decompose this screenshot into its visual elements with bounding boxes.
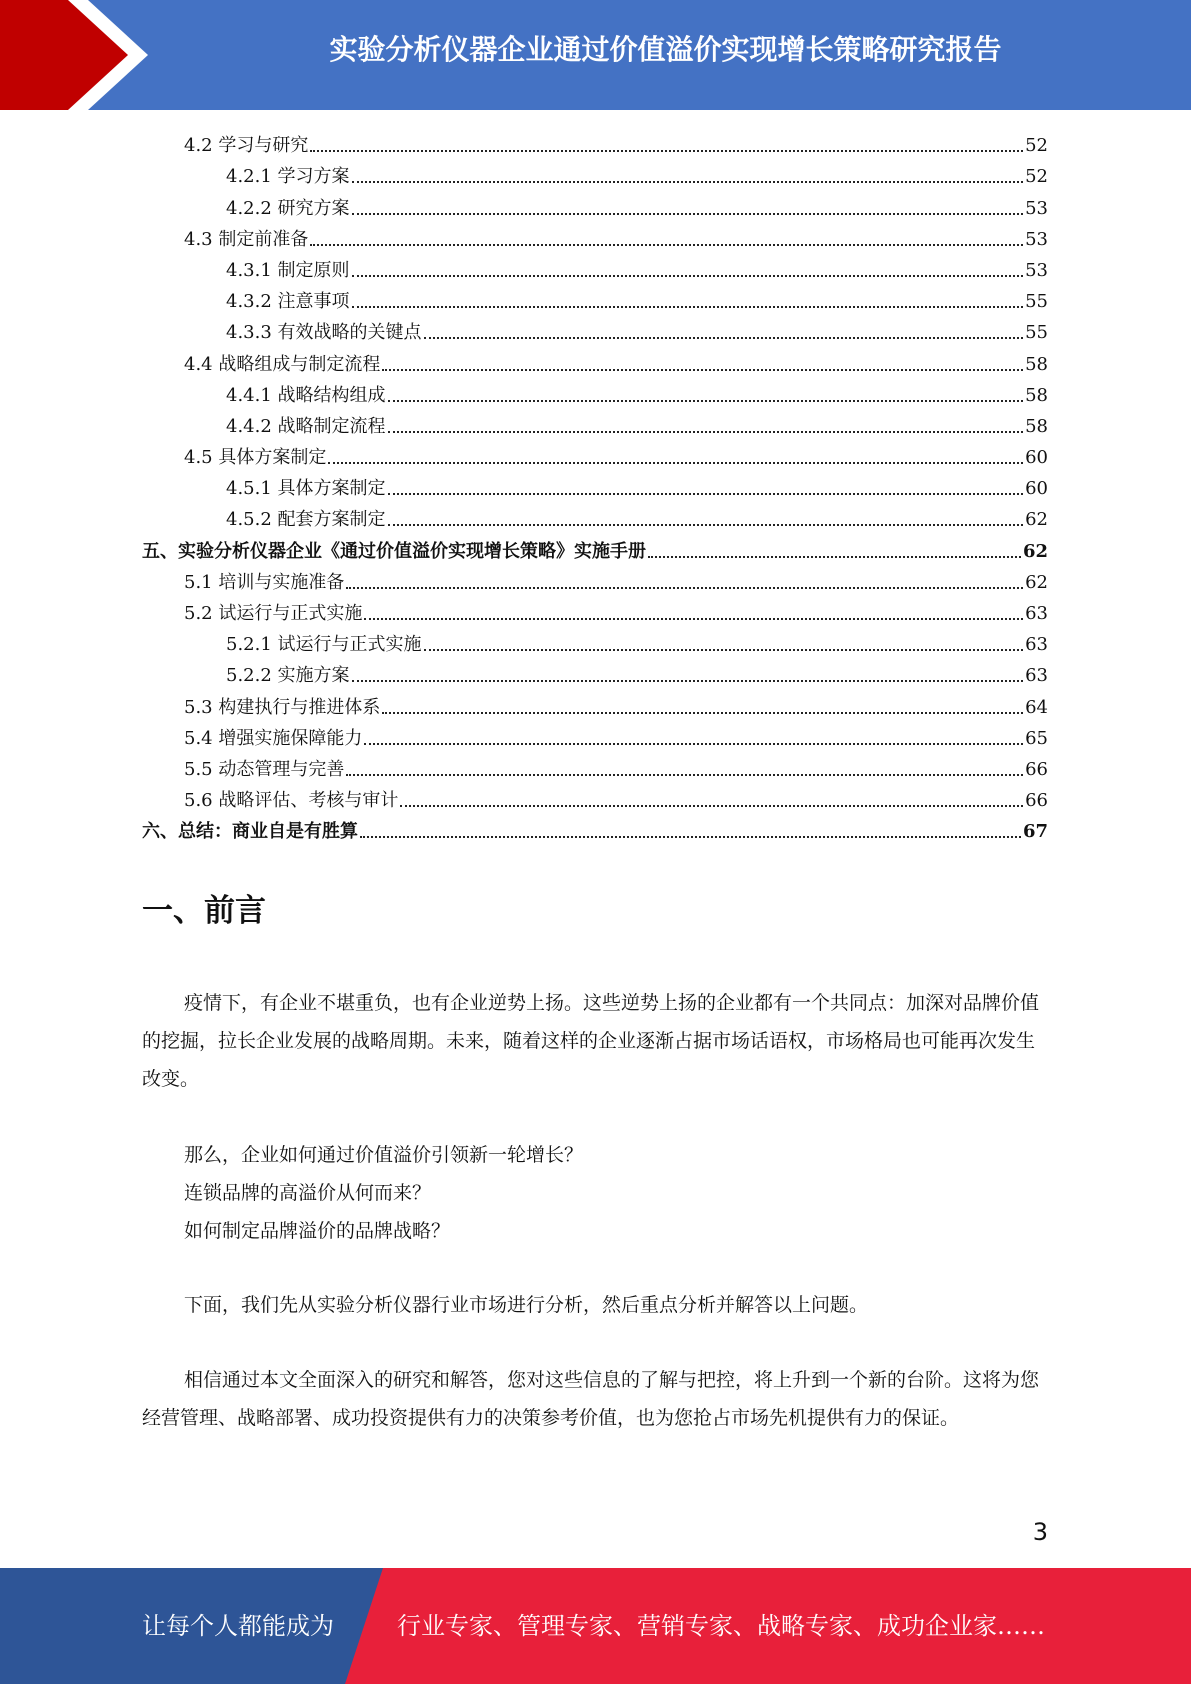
toc-entry-label: 5.4 增强实施保障能力 [184, 727, 363, 749]
toc-entry-label: 4.2.1 学习方案 [226, 166, 350, 188]
toc-dot-leader [648, 556, 1021, 558]
toc-entry-label: 六、总结：商业自是有胜算 [142, 821, 358, 843]
toc-entry-label: 5.5 动态管理与完善 [184, 758, 345, 780]
toc-entry-label: 4.2.2 研究方案 [226, 197, 350, 219]
toc-entry-page: 53 [1025, 259, 1048, 281]
toc-entry[interactable] [142, 751, 1048, 782]
toc-dot-leader [352, 213, 1024, 215]
toc-dot-leader [310, 244, 1023, 246]
toc-entry-page: 66 [1025, 758, 1048, 780]
toc-entry-page: 55 [1025, 291, 1048, 313]
toc-dot-leader [310, 150, 1023, 152]
toc-dot-leader [400, 805, 1023, 807]
footer-roles: 行业专家、管理专家、营销专家、战略专家、成功企业家…… [397, 1612, 1045, 1640]
toc-dot-leader [346, 774, 1023, 776]
toc-entry-page: 63 [1025, 665, 1048, 687]
toc-entry-page: 58 [1025, 384, 1048, 406]
page-header [0, 0, 1191, 110]
toc-dot-leader [382, 712, 1023, 714]
toc-entry[interactable] [142, 501, 1048, 532]
toc-entry[interactable] [142, 813, 1048, 844]
toc-entry-label: 4.3.3 有效战略的关键点 [226, 322, 422, 344]
toc-entry[interactable] [142, 252, 1048, 283]
section-heading: 一、前言 [142, 893, 266, 929]
toc-entry-page: 62 [1022, 540, 1048, 562]
toc-dot-leader [360, 836, 1021, 838]
toc-dot-leader [328, 462, 1023, 464]
toc-entry-label: 4.4.2 战略制定流程 [226, 415, 386, 437]
toc-entry-label: 5.2.1 试运行与正式实施 [226, 634, 422, 656]
toc-dot-leader [388, 493, 1024, 495]
conclusion-paragraph: 相信通过本文全面深入的研究和解答，您对这些信息的了解与把控，将上升到一个新的台阶。这将为您经营管理、战略部署、成功投资提供有力的决策参考价值，也为您抢占市场先机提供有力的保证。 [142, 1369, 1040, 1429]
toc-entry[interactable] [142, 377, 1048, 408]
toc-entry[interactable] [142, 283, 1048, 314]
toc-entry-label: 4.3 制定前准备 [184, 228, 309, 250]
toc-dot-leader [424, 337, 1024, 339]
question-item: 连锁品牌的高溢价从何而来？ [184, 1182, 432, 1204]
toc-entry[interactable] [142, 189, 1048, 220]
toc-entry-page: 62 [1025, 509, 1048, 531]
toc-entry-label: 4.5 具体方案制定 [184, 447, 327, 469]
toc-dot-leader [382, 369, 1023, 371]
toc-dot-leader [346, 587, 1023, 589]
toc-entry-label: 5.1 培训与实施准备 [184, 571, 345, 593]
toc-dot-leader [364, 743, 1023, 745]
toc-entry[interactable] [142, 532, 1048, 563]
toc-entry-label: 5.2.2 实施方案 [226, 665, 350, 687]
toc-entry[interactable] [142, 626, 1048, 657]
toc-entry[interactable] [142, 657, 1048, 688]
toc-entry[interactable] [142, 221, 1048, 252]
toc-entry-label: 4.4 战略组成与制定流程 [184, 353, 381, 375]
toc-entry-page: 63 [1025, 634, 1048, 656]
toc-entry-page: 53 [1025, 228, 1048, 250]
toc-entry-label: 4.2 学习与研究 [184, 135, 309, 157]
toc-entry-label: 五、实验分析仪器企业《通过价值溢价实现增长策略》实施手册 [142, 540, 646, 562]
toc-entry[interactable] [142, 408, 1048, 439]
toc-entry-label: 4.5.1 具体方案制定 [226, 478, 386, 500]
toc-entry-page: 60 [1025, 447, 1048, 469]
toc-entry-page: 60 [1025, 478, 1048, 500]
toc-entry-page: 65 [1025, 727, 1048, 749]
toc-entry-page: 52 [1025, 135, 1048, 157]
document-title: 实验分析仪器企业通过价值溢价实现增长策略研究报告 [329, 33, 1002, 66]
toc-dot-leader [352, 306, 1024, 308]
toc-entry[interactable] [142, 470, 1048, 501]
toc-entry-label: 4.3.2 注意事项 [226, 291, 350, 313]
toc-entry[interactable] [142, 127, 1048, 158]
toc-entry[interactable] [142, 314, 1048, 345]
toc-entry-page: 66 [1025, 790, 1048, 812]
header-arrow-decoration [0, 0, 160, 110]
page-footer [0, 1568, 1191, 1684]
toc-entry-page: 67 [1022, 821, 1048, 843]
toc-entry-label: 5.6 战略评估、考核与审计 [184, 790, 399, 812]
toc-entry-page: 64 [1025, 696, 1048, 718]
toc-entry[interactable] [142, 688, 1048, 719]
toc-dot-leader [388, 524, 1024, 526]
toc-entry-page: 53 [1025, 197, 1048, 219]
page-number: 3 [1032, 1518, 1048, 1546]
intro-paragraph: 疫情下，有企业不堪重负，也有企业逆势上扬。这些逆势上扬的企业都有一个共同点：加深对品牌价值的挖掘，拉长企业发展的战略周期。未来，随着这样的企业逐渐占据市场话语权，市场格局也可能再次发生改变。 [142, 992, 1040, 1090]
toc-entry-page: 58 [1025, 415, 1048, 437]
toc-dot-leader [352, 181, 1024, 183]
toc-entry[interactable] [142, 564, 1048, 595]
toc-entry-page: 52 [1025, 166, 1048, 188]
question-item: 如何制定品牌溢价的品牌战略？ [184, 1220, 451, 1242]
toc-entry[interactable] [142, 158, 1048, 189]
question-item: 那么，企业如何通过价值溢价引领新一轮增长？ [184, 1144, 584, 1166]
footer-slogan: 让每个人都能成为 [142, 1612, 334, 1640]
toc-dot-leader [388, 400, 1024, 402]
toc-entry-page: 58 [1025, 353, 1048, 375]
toc-entry-label: 5.3 构建执行与推进体系 [184, 696, 381, 718]
toc-dot-leader [352, 680, 1024, 682]
toc-entry[interactable] [142, 595, 1048, 626]
toc-entry[interactable] [142, 782, 1048, 813]
toc-entry-page: 55 [1025, 322, 1048, 344]
question-list [142, 1136, 1090, 1250]
toc-entry-label: 4.5.2 配套方案制定 [226, 509, 386, 531]
toc-entry[interactable] [142, 439, 1048, 470]
toc-entry[interactable] [142, 345, 1048, 376]
toc-entry-label: 5.2 试运行与正式实施 [184, 603, 363, 624]
analysis-paragraph: 下面，我们先从实验分析仪器行业市场进行分析，然后重点分析并解答以上问题。 [184, 1294, 869, 1316]
toc-dot-leader [424, 649, 1024, 651]
toc-entry-page: 63 [1025, 603, 1048, 624]
toc-entry-page: 62 [1025, 571, 1048, 593]
toc-dot-leader [352, 275, 1024, 277]
toc-dot-leader [388, 431, 1024, 433]
toc-entry-label: 4.4.1 战略结构组成 [226, 384, 386, 406]
toc-dot-leader [364, 618, 1023, 620]
toc-entry[interactable] [142, 720, 1048, 751]
toc-entry-label: 4.3.1 制定原则 [226, 259, 350, 281]
table-of-contents [142, 127, 1048, 844]
